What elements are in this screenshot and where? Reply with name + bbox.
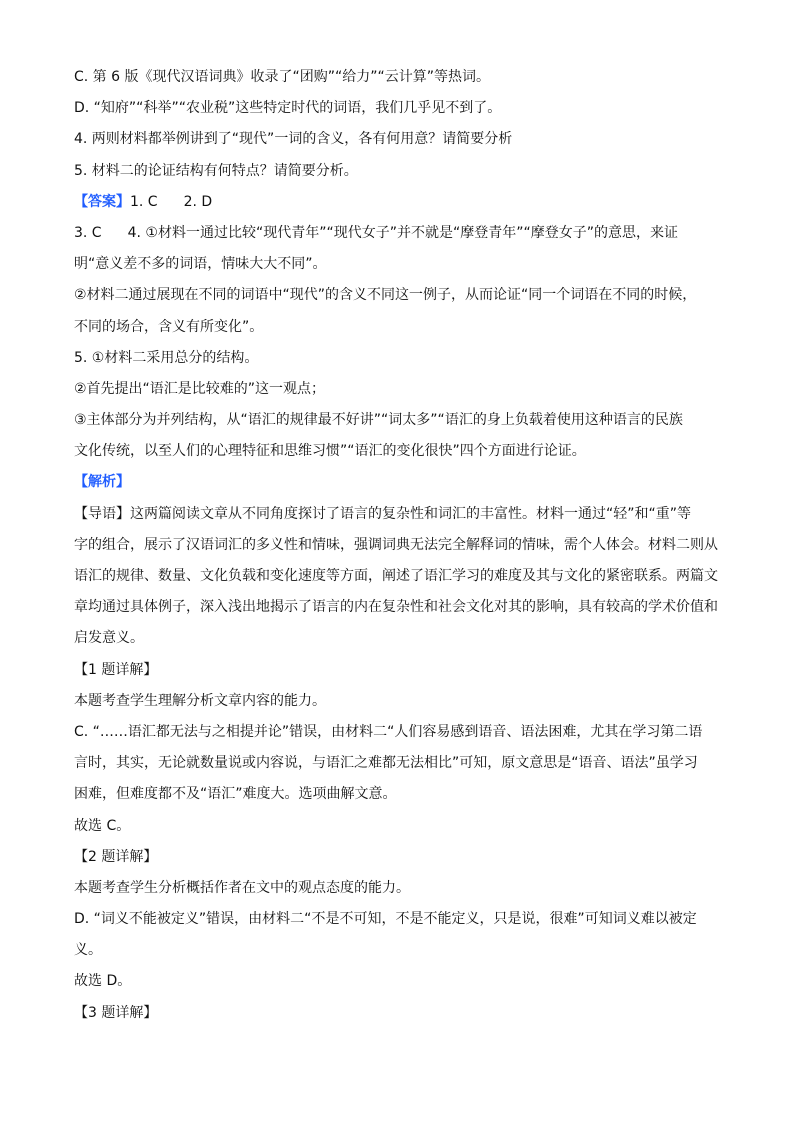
answer-3-4-line: [74, 218, 724, 249]
detail-2-conclusion: 故选 D。: [74, 973, 132, 990]
answer-line: [74, 187, 724, 218]
answer-4-point-2: ②材料二通过展现在不同的词语中“现代”的含义不同这一例子，从而论证“同一个词语在不同的时候，: [74, 287, 697, 304]
detail-2-line: 本题考查学生分析概括作者在文中的观点态度的能力。: [74, 879, 410, 896]
answer-5-point-2: ②首先提出“语汇是比较难的”这一观点；: [74, 380, 326, 397]
answer-4-cont: 明“意义差不多的词语，情味大大不同”。: [74, 256, 327, 273]
intro-paragraph-line: 启发意义。: [74, 630, 144, 647]
detail-heading-1: 【1 题详解】: [74, 661, 158, 678]
analysis-tag: 【解析】: [74, 474, 130, 491]
detail-2-line: D. “词义不能被定义”错误，由材料二“不是不可知，不是不能定义，只是说，很难”可知词义难以被定: [74, 911, 697, 928]
question-4: 4. 两则材料都举例讲到了“现代”一词的含义，各有何用意？请简要分析: [74, 131, 513, 148]
detail-1-line: 困难，但难度都不及“语汇”难度大。选项曲解文意。: [74, 786, 397, 803]
detail-heading-3: 【3 题详解】: [74, 1004, 158, 1021]
intro-paragraph-line: 【导语】这两篇阅读文章从不同角度探讨了语言的复杂性和词汇的丰富性。材料一通过“轻”和“重”等: [74, 505, 692, 522]
detail-1-conclusion: 故选 C。: [74, 817, 131, 834]
detail-2-line: 义。: [74, 942, 102, 959]
answer-3: 3. C: [74, 224, 102, 241]
option-c-line: C. 第 6 版《现代汉语词典》收录了“团购”“给力”“云计算”等热词。: [74, 69, 490, 85]
question-5: 5. 材料二的论证结构有何特点？请简要分析。: [74, 162, 358, 179]
analysis-line: [74, 467, 724, 498]
detail-heading-2: 【2 题详解】: [74, 848, 158, 865]
answer-4-text: 4. ①材料一通过比较“现代青年”“现代女子”并不就是“摩登青年”“摩登女子”的意思，来证: [127, 224, 678, 241]
answer-1: 1. C: [130, 193, 158, 210]
answer-4-point-2-cont: 不同的场合，含义有所变化”。: [74, 318, 264, 335]
intro-paragraph-line: 字的组合，展示了汉语词汇的多义性和情味，强调词典无法完全解释词的情味，需个人体会。材料二则从: [74, 536, 718, 553]
detail-1-line: 本题考查学生理解分析文章内容的能力。: [74, 692, 326, 709]
option-d-line: D. “知府”“科举”“农业税”这些特定时代的词语，我们几乎见不到了。: [74, 100, 502, 117]
answer-2: 2. D: [183, 193, 213, 210]
answer-5-point-1: 5. ①材料二采用总分的结构。: [74, 349, 259, 366]
answer-5-point-3-cont: 文化传统，以至人们的心理特征和思维习惯”“语汇的变化很快”四个方面进行论证。: [74, 443, 586, 460]
detail-1-line: 言时，其实，无论就数量说或内容说，与语汇之难都无法相比”可知，原文意思是“语音、语法”虽学习: [74, 755, 698, 772]
answer-tag: 【答案】: [74, 193, 130, 210]
answer-5-point-3: ③主体部分为并列结构，从“语汇的规律最不好讲”“词太多”“语汇的身上负载着使用这种语言的民族: [74, 412, 683, 429]
document-page: [74, 62, 724, 1029]
intro-paragraph-line: 语汇的规律、数量、文化负载和变化速度等方面，阐述了语汇学习的难度及其与文化的紧密联系。两篇文: [74, 568, 718, 584]
detail-1-line: C. “……语汇都无法与之相提并论”错误，由材料二“人们容易感到语音、语法困难，尤其在学习第二语: [74, 723, 703, 740]
intro-paragraph-line: 章均通过具体例子，深入浅出地揭示了语言的内在复杂性和社会文化对其的影响，具有较高的学术价值和: [74, 599, 718, 616]
